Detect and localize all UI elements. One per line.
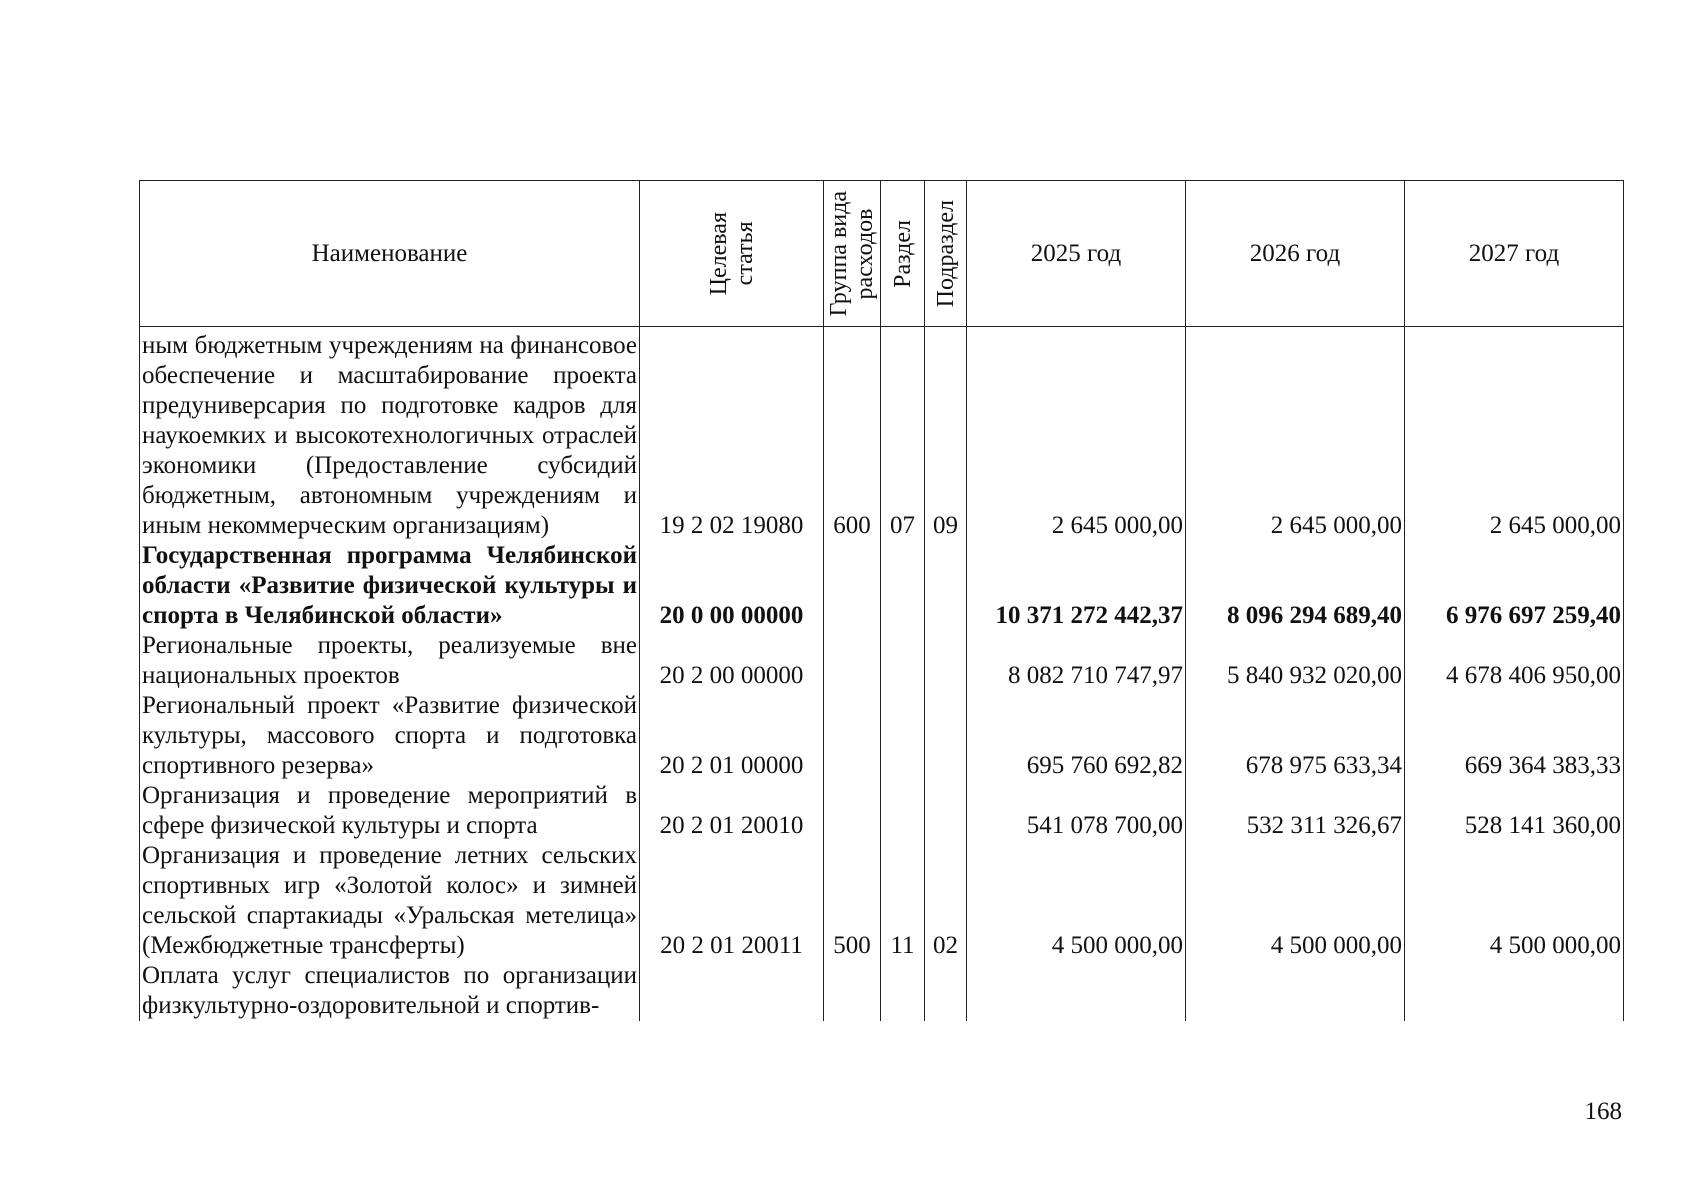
- row-code: 20 0 00 00000: [640, 541, 824, 631]
- row-2027: 2 645 000,00: [1405, 327, 1624, 542]
- row-2026: 2 645 000,00: [1186, 327, 1405, 542]
- header-group: Группа вида расходов: [824, 181, 881, 327]
- row-2025: 4 500 000,00: [967, 841, 1186, 961]
- row-name: Оплата услуг специалистов по организации физкультурно-оздоровительной и спортив-: [140, 961, 640, 1021]
- row-section: 11: [881, 841, 925, 961]
- table-row: [140, 631, 1624, 691]
- row-2027: 669 364 383,33: [1405, 691, 1624, 781]
- row-code: [640, 961, 824, 1021]
- row-code: 20 2 01 20011: [640, 841, 824, 961]
- header-2027: 2027 год: [1405, 181, 1624, 327]
- row-name: Организация и проведение мероприятий в сфере физической культуры и спорта: [140, 781, 640, 841]
- table-header-row: [140, 181, 1624, 327]
- row-2025: [967, 961, 1186, 1021]
- row-section: [881, 631, 925, 691]
- row-group: [824, 631, 881, 691]
- row-section: [881, 781, 925, 841]
- row-name: Региональный проект «Развитие физической культуры, массового спорта и подготовка спортивного резерва»: [140, 691, 640, 781]
- row-code: 20 2 01 20010: [640, 781, 824, 841]
- row-group: 500: [824, 841, 881, 961]
- header-2026: 2026 год: [1186, 181, 1405, 327]
- row-2026: 4 500 000,00: [1186, 841, 1405, 961]
- row-subsection: 02: [925, 841, 967, 961]
- row-section: 07: [881, 327, 925, 542]
- row-name: Региональные проекты, реализуемые вне национальных проектов: [140, 631, 640, 691]
- row-2026: 532 311 326,67: [1186, 781, 1405, 841]
- row-2025: 2 645 000,00: [967, 327, 1186, 542]
- row-subsection: [925, 781, 967, 841]
- table-row: [140, 781, 1624, 841]
- row-2026: 678 975 633,34: [1186, 691, 1405, 781]
- row-2025: 10 371 272 442,37: [967, 541, 1186, 631]
- row-subsection: [925, 631, 967, 691]
- table-row: [140, 961, 1624, 1021]
- row-section: [881, 541, 925, 631]
- header-name: Наименование: [140, 181, 640, 327]
- row-group: [824, 541, 881, 631]
- row-subsection: [925, 961, 967, 1021]
- row-2027: 4 678 406 950,00: [1405, 631, 1624, 691]
- row-name: Государственная программа Челябинской области «Развитие физической культуры и спорта в Челябинской области»: [140, 541, 640, 631]
- header-subsection: Подраздел: [925, 181, 967, 327]
- row-section: [881, 691, 925, 781]
- row-name: Организация и проведение летних сельских спортивных игр «Золотой колос» и зимней сельской спартакиады «Уральская метелица» (Межбюджетные трансферты): [140, 841, 640, 961]
- row-group: [824, 691, 881, 781]
- row-2027: 6 976 697 259,40: [1405, 541, 1624, 631]
- table-row: [140, 691, 1624, 781]
- row-2026: 8 096 294 689,40: [1186, 541, 1405, 631]
- row-subsection: 09: [925, 327, 967, 542]
- table-row: [140, 541, 1624, 631]
- row-2027: [1405, 961, 1624, 1021]
- row-name: ным бюджетным учреждениям на финансовое обеспечение и масштабирование проекта предуниверсария по подготовке кадров для наукоемких и высокотехнологичных отраслей экономики (Предоставление субсидий бюджетным, автономным учреждениям и иным некоммерческим организациям): [140, 327, 640, 542]
- row-2025: 695 760 692,82: [967, 691, 1186, 781]
- row-group: [824, 961, 881, 1021]
- page-number: 168: [1584, 1098, 1622, 1125]
- row-2027: 528 141 360,00: [1405, 781, 1624, 841]
- row-subsection: [925, 541, 967, 631]
- row-code: 20 2 00 00000: [640, 631, 824, 691]
- row-group: [824, 781, 881, 841]
- row-code: 20 2 01 00000: [640, 691, 824, 781]
- row-code: 19 2 02 19080: [640, 327, 824, 542]
- header-section: Раздел: [881, 181, 925, 327]
- header-code: Целевая статья: [640, 181, 824, 327]
- row-group: 600: [824, 327, 881, 542]
- row-2025: 8 082 710 747,97: [967, 631, 1186, 691]
- row-subsection: [925, 691, 967, 781]
- header-2025: 2025 год: [967, 181, 1186, 327]
- row-2026: [1186, 961, 1405, 1021]
- table-row: [140, 327, 1624, 542]
- row-2025: 541 078 700,00: [967, 781, 1186, 841]
- row-2026: 5 840 932 020,00: [1186, 631, 1405, 691]
- row-2027: 4 500 000,00: [1405, 841, 1624, 961]
- row-section: [881, 961, 925, 1021]
- table-row: [140, 841, 1624, 961]
- budget-table: [139, 180, 1624, 1021]
